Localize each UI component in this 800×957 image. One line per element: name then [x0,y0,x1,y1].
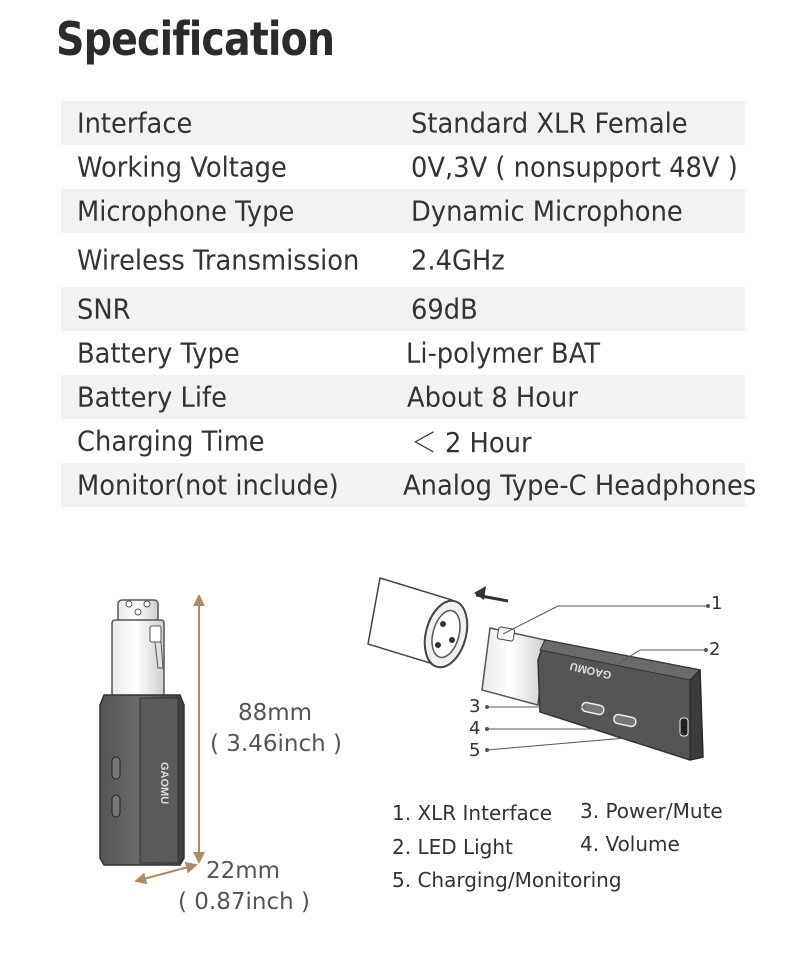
spec-key: Interface [77,106,193,140]
callout-number-4: 4 [469,718,481,739]
spec-key: Charging Time [77,424,265,458]
callout-number-2: 2 [709,639,721,660]
height-inch-label: ( 3.46inch ) [210,731,342,757]
spec-value: Standard XLR Female [411,106,688,140]
spec-value: 69dB [411,292,478,326]
spec-value: About 8 Hour [407,380,578,414]
callout-number-5: 5 [469,740,481,761]
spec-value: Analog Type-C Headphones [403,468,757,502]
receiver-standing [100,600,184,865]
callout-number-1: 1 [711,593,723,614]
spec-key: Wireless Transmission [77,243,360,277]
spec-key: Microphone Type [77,194,295,228]
legend-item-3: 3. Power/Mute [580,799,723,823]
spec-value: Dynamic Microphone [411,194,683,228]
callout-number-3: 3 [469,696,481,717]
height-mm-label: 88mm [238,700,313,726]
legend-item-2: 2. LED Light [392,835,513,859]
legend-item-4: 4. Volume [580,832,680,856]
spec-key: Monitor(not include) [77,468,339,502]
spec-key: SNR [77,292,131,326]
callout-line-1 [503,606,708,634]
spec-value: 0V,3V ( nonsupport 48V ) [411,150,738,184]
device-brand-horizontal: GAOMU [568,659,613,681]
width-mm-label: 22mm [206,858,281,884]
device-brand-vertical: GAOMU [158,762,170,805]
legend-item-5: 5. Charging/Monitoring [392,868,622,892]
spec-key: Battery Type [77,336,240,370]
width-dimension-arrow [140,866,192,880]
spec-key: Working Voltage [77,150,287,184]
legend-item-1: 1. XLR Interface [392,801,553,825]
width-inch-label: ( 0.87inch ) [178,889,310,915]
spec-value: 2.4GHz [411,243,505,277]
spec-key: Battery Life [77,380,227,414]
spec-value: ＜ 2 Hour [411,426,532,459]
spec-value: Li-polymer BAT [406,336,601,370]
page-title: Specification [56,12,335,66]
microphone-with-receiver [368,578,703,760]
